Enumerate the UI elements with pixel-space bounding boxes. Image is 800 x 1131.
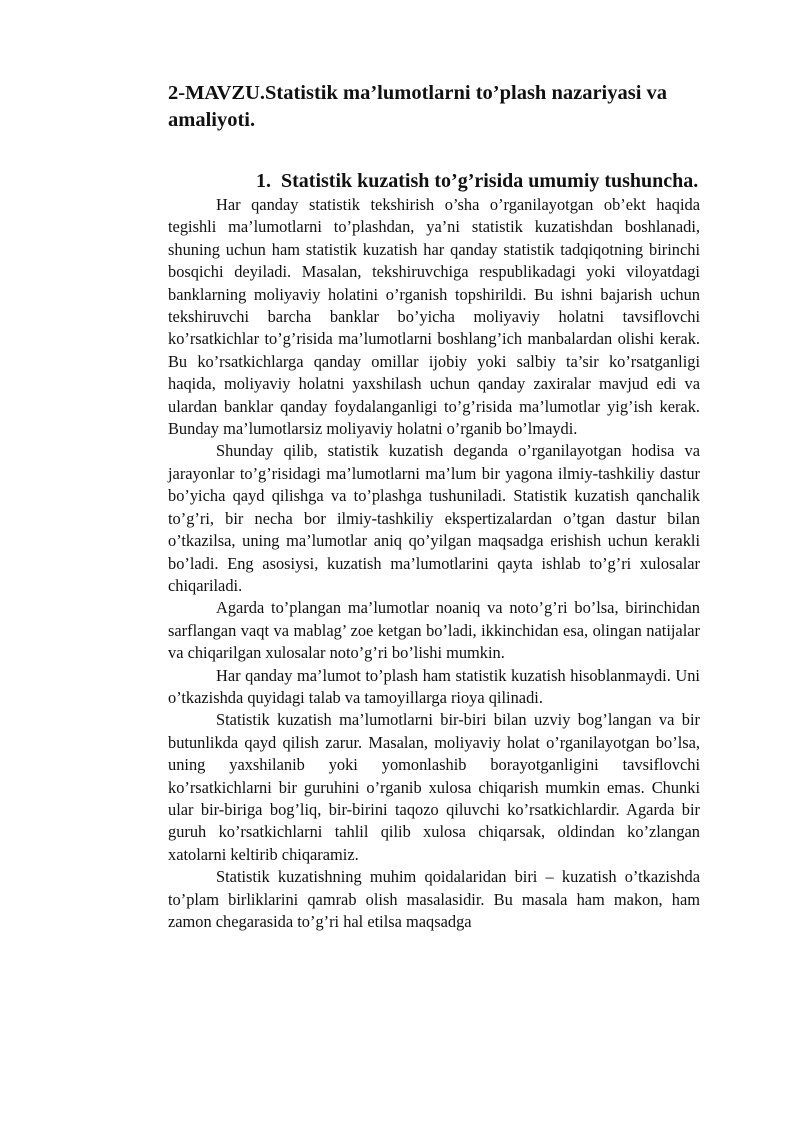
paragraph: Har qanday ma’lumot to’plash ham statistik kuzatish hisoblanmaydi. Uni o’tkazishda quyidagi talab va tamoyillarga rioya qilinadi. (168, 665, 700, 707)
document-page (168, 80, 700, 933)
paragraph: Shunday qilib, statistik kuzatish deganda o’rganilayotgan hodisa va jarayonlar to’g’risidagi ma’lumotlarni ma’lum bir yagona ilmiy-tashkiliy dastur bo’yicha qayd qilishga va to’plashga tushuniladi. Statistik kuzatish qanchalik to’g’ri, bir necha bor ilmiy-tashkiliy ekspertizalardan o’tgan dastur bilan o’tkazilsa, uning ma’lumotlar aniq qo’yilgan maqsadga erishish uchun kerakli bo’ladi. Eng asosiysi, kuzatish ma’lumotlarini qayta ishlab to’g’ri xulosalar chiqariladi. (168, 441, 700, 595)
document-title: 2-MAVZU.Statistik ma’lumotlarni to’plash nazariyasi va amaliyoti. (168, 82, 668, 131)
paragraph: Statistik kuzatish ma’lumotlarni bir-biri bilan uzviy bog’langan va bir butunlikda qayd qilish zarur. Masalan, moliyaviy holat o’rganilayotgan bo’lsa, uning yaxshilanib yoki yomonlashib borayotganligini tavsiflovchi ko’rsatkichlarni bir guruhini o’rganib xulosa chiqarish mumkin emas. Chunki ular bir-biriga bog’liq, bir-birini taqozo qiluvchi ko’rsatkichlardir. Agarda bir guruh ko’rsatkichlarni tahlil qilib xulosa chiqarsak, oldindan ko’zlangan xatolarni keltirib chiqaramiz. (168, 710, 700, 864)
section-title: Statistik kuzatish to’g’risida umumiy tushuncha. (281, 170, 699, 192)
section-number: 1. (256, 170, 271, 192)
paragraph: Statistik kuzatishning muhim qoidalaridan biri – kuzatish o’tkazishda to’plam birliklarini qamrab olish masalasidir. Bu masala ham makon, ham zamon chegarasida to’g’ri hal etilsa maqsadga (168, 867, 700, 931)
section-heading (168, 168, 700, 194)
paragraph: Agarda to’plangan ma’lumotlar noaniq va noto’g’ri bo’lsa, birinchidan sarflangan vaqt va mablag’ zoe ketgan bo’ladi, ikkinchidan esa, olingan natijalar va chiqarilgan xulosalar noto’g’ri bo’lishi mumkin. (168, 598, 700, 663)
paragraph: Har qanday statistik tekshirish o’sha o’rganilayotgan ob’ekt haqida tegishli ma’lumotlarni to’plashdan, ya’ni statistik kuzatishdan boshlanadi, shuning uchun ham statistik kuzatish har qanday statistik tadqiqotning birinchi bosqichi deyiladi. Masalan, tekshiruvchiga respublikadagi yoki viloyatdagi banklarning moliyaviy holatini o’rganish topshirildi. Bu ishni bajarish uchun tekshiruvchi barcha banklar bo’yicha moliyaviy holatni tavsiflovchi ko’rsatkichlar to’g’risida ma’lumotlarni boshlang’ich manbalardan olishi kerak. Bu ko’rsatkichlarga qanday omillar ijobiy yoki salbiy ta’sir ko’rsatganligi haqida, moliyaviy holatni yaxshilash uchun qanday zaxiralar mavjud edi va ulardan banklar qanday foydalanganligi to’g’risida ma’lumotlar yig’ish kerak. Bunday ma’lumotlarsiz moliyaviy holatni o’rganib bo’lmaydi. (168, 195, 700, 439)
body-text (168, 194, 700, 933)
